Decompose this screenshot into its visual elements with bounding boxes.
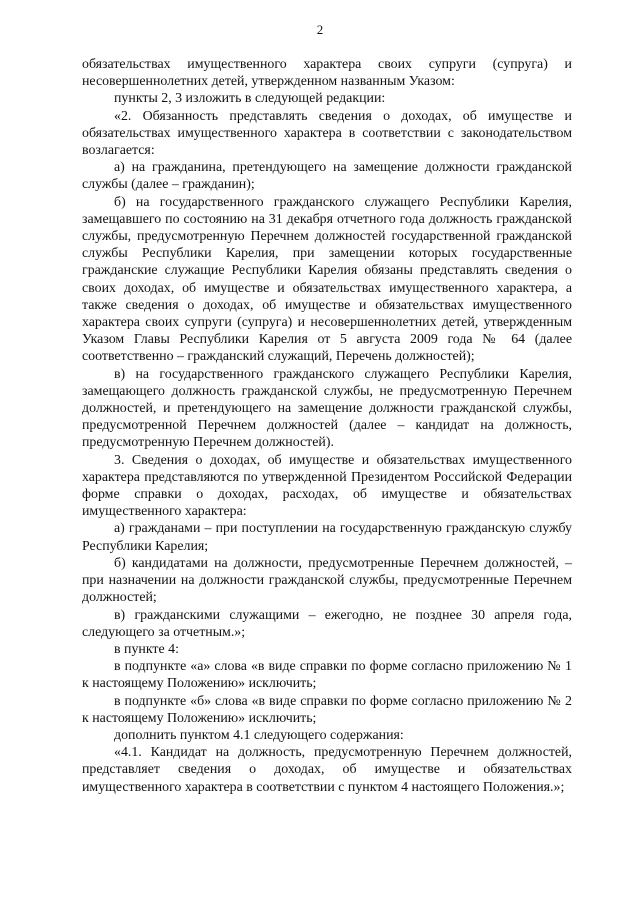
paragraph-point-3: 3. Сведения о доходах, об имуществе и обязательствах имущественного характера представляются по утвержденной Президентом Российской Федерации форме справки о доходах, расходах, об имуществе и обязательствах имущественного характера: bbox=[82, 452, 572, 520]
paragraph-point-2: «2. Обязанность представлять сведения о доходах, об имуществе и обязательствах имущественного характера в соответствии с законодательством возлагается: bbox=[82, 108, 572, 159]
paragraph-amend-points-2-3: пункты 2, 3 изложить в следующей редакции: bbox=[114, 91, 386, 107]
paragraph-point-3-v: в) гражданскими служащими – ежегодно, не позднее 30 апреля года, следующего за отчетным.»; bbox=[82, 607, 572, 640]
paragraph-in-point-4: в пункте 4: bbox=[114, 641, 179, 657]
paragraph-point-2-v: в) на государственного гражданского служащего Республики Карелия, замещающего должность гражданской службы, не предусмотренную Перечнем должностей, и претендующего на замещение должности гражданской службы, предусмотренной Перечнем должностей (далее – кандидат на должность, предусмотренную Перечнем должностей). bbox=[82, 366, 572, 451]
paragraph-point-3-b: б) кандидатами на должности, предусмотренные Перечнем должностей, – при назначении на должности гражданской службы, предусмотренные Перечнем должностей; bbox=[82, 555, 572, 606]
paragraph-point-4-1: «4.1. Кандидат на должность, предусмотренную Перечнем должностей, представляет сведения о доходах, об имуществе и обязательствах имущественного характера в соответствии с пунктом 4 настоящего Положения.»; bbox=[82, 745, 572, 795]
paragraph-add-point-4-1: дополнить пунктом 4.1 следующего содержания: bbox=[114, 727, 404, 743]
page-number: 2 bbox=[316, 22, 324, 37]
paragraph-continuation: обязательствах имущественного характера своих супруги (супруга) и несовершеннолетних детей, утвержденном названным Указом: bbox=[82, 57, 572, 90]
paragraph-point-3-a: а) гражданами – при поступлении на государственную гражданскую службу Республики Карелия; bbox=[82, 521, 572, 554]
paragraph-subpoint-a: в подпункте «а» слова «в виде справки по форме согласно приложению № 1 к настоящему Положению» исключить; bbox=[82, 659, 572, 692]
paragraph-point-2-b: б) на государственного гражданского служащего Республики Карелия, замещавшего по состоянию на 31 декабря отчетного года должность гражданской службы, предусмотренную Перечнем должностей государственной гражданской службы Республики Карелия, при замещении которых государственные гражданские служащие Республики Карелия обязаны представлять сведения о своих доходах, об имуществе и обязательствах имущественного характера, а также сведения о доходах, об имуществе и обязательствах имущественного характера своих супруги (супруга) и несовершеннолетних детей, утвержденным Указом Главы Республики Карелия от 5 августа 2009 года № 64 (далее соответственно – гражданский служащий, Перечень должностей); bbox=[82, 194, 572, 365]
paragraph-point-2-a: а) на гражданина, претендующего на замещение должности гражданской службы (далее – гражданин); bbox=[82, 160, 572, 193]
document-body bbox=[82, 56, 572, 796]
paragraph-subpoint-b: в подпункте «б» слова «в виде справки по форме согласно приложению № 2 к настоящему Положению» исключить; bbox=[82, 693, 572, 726]
